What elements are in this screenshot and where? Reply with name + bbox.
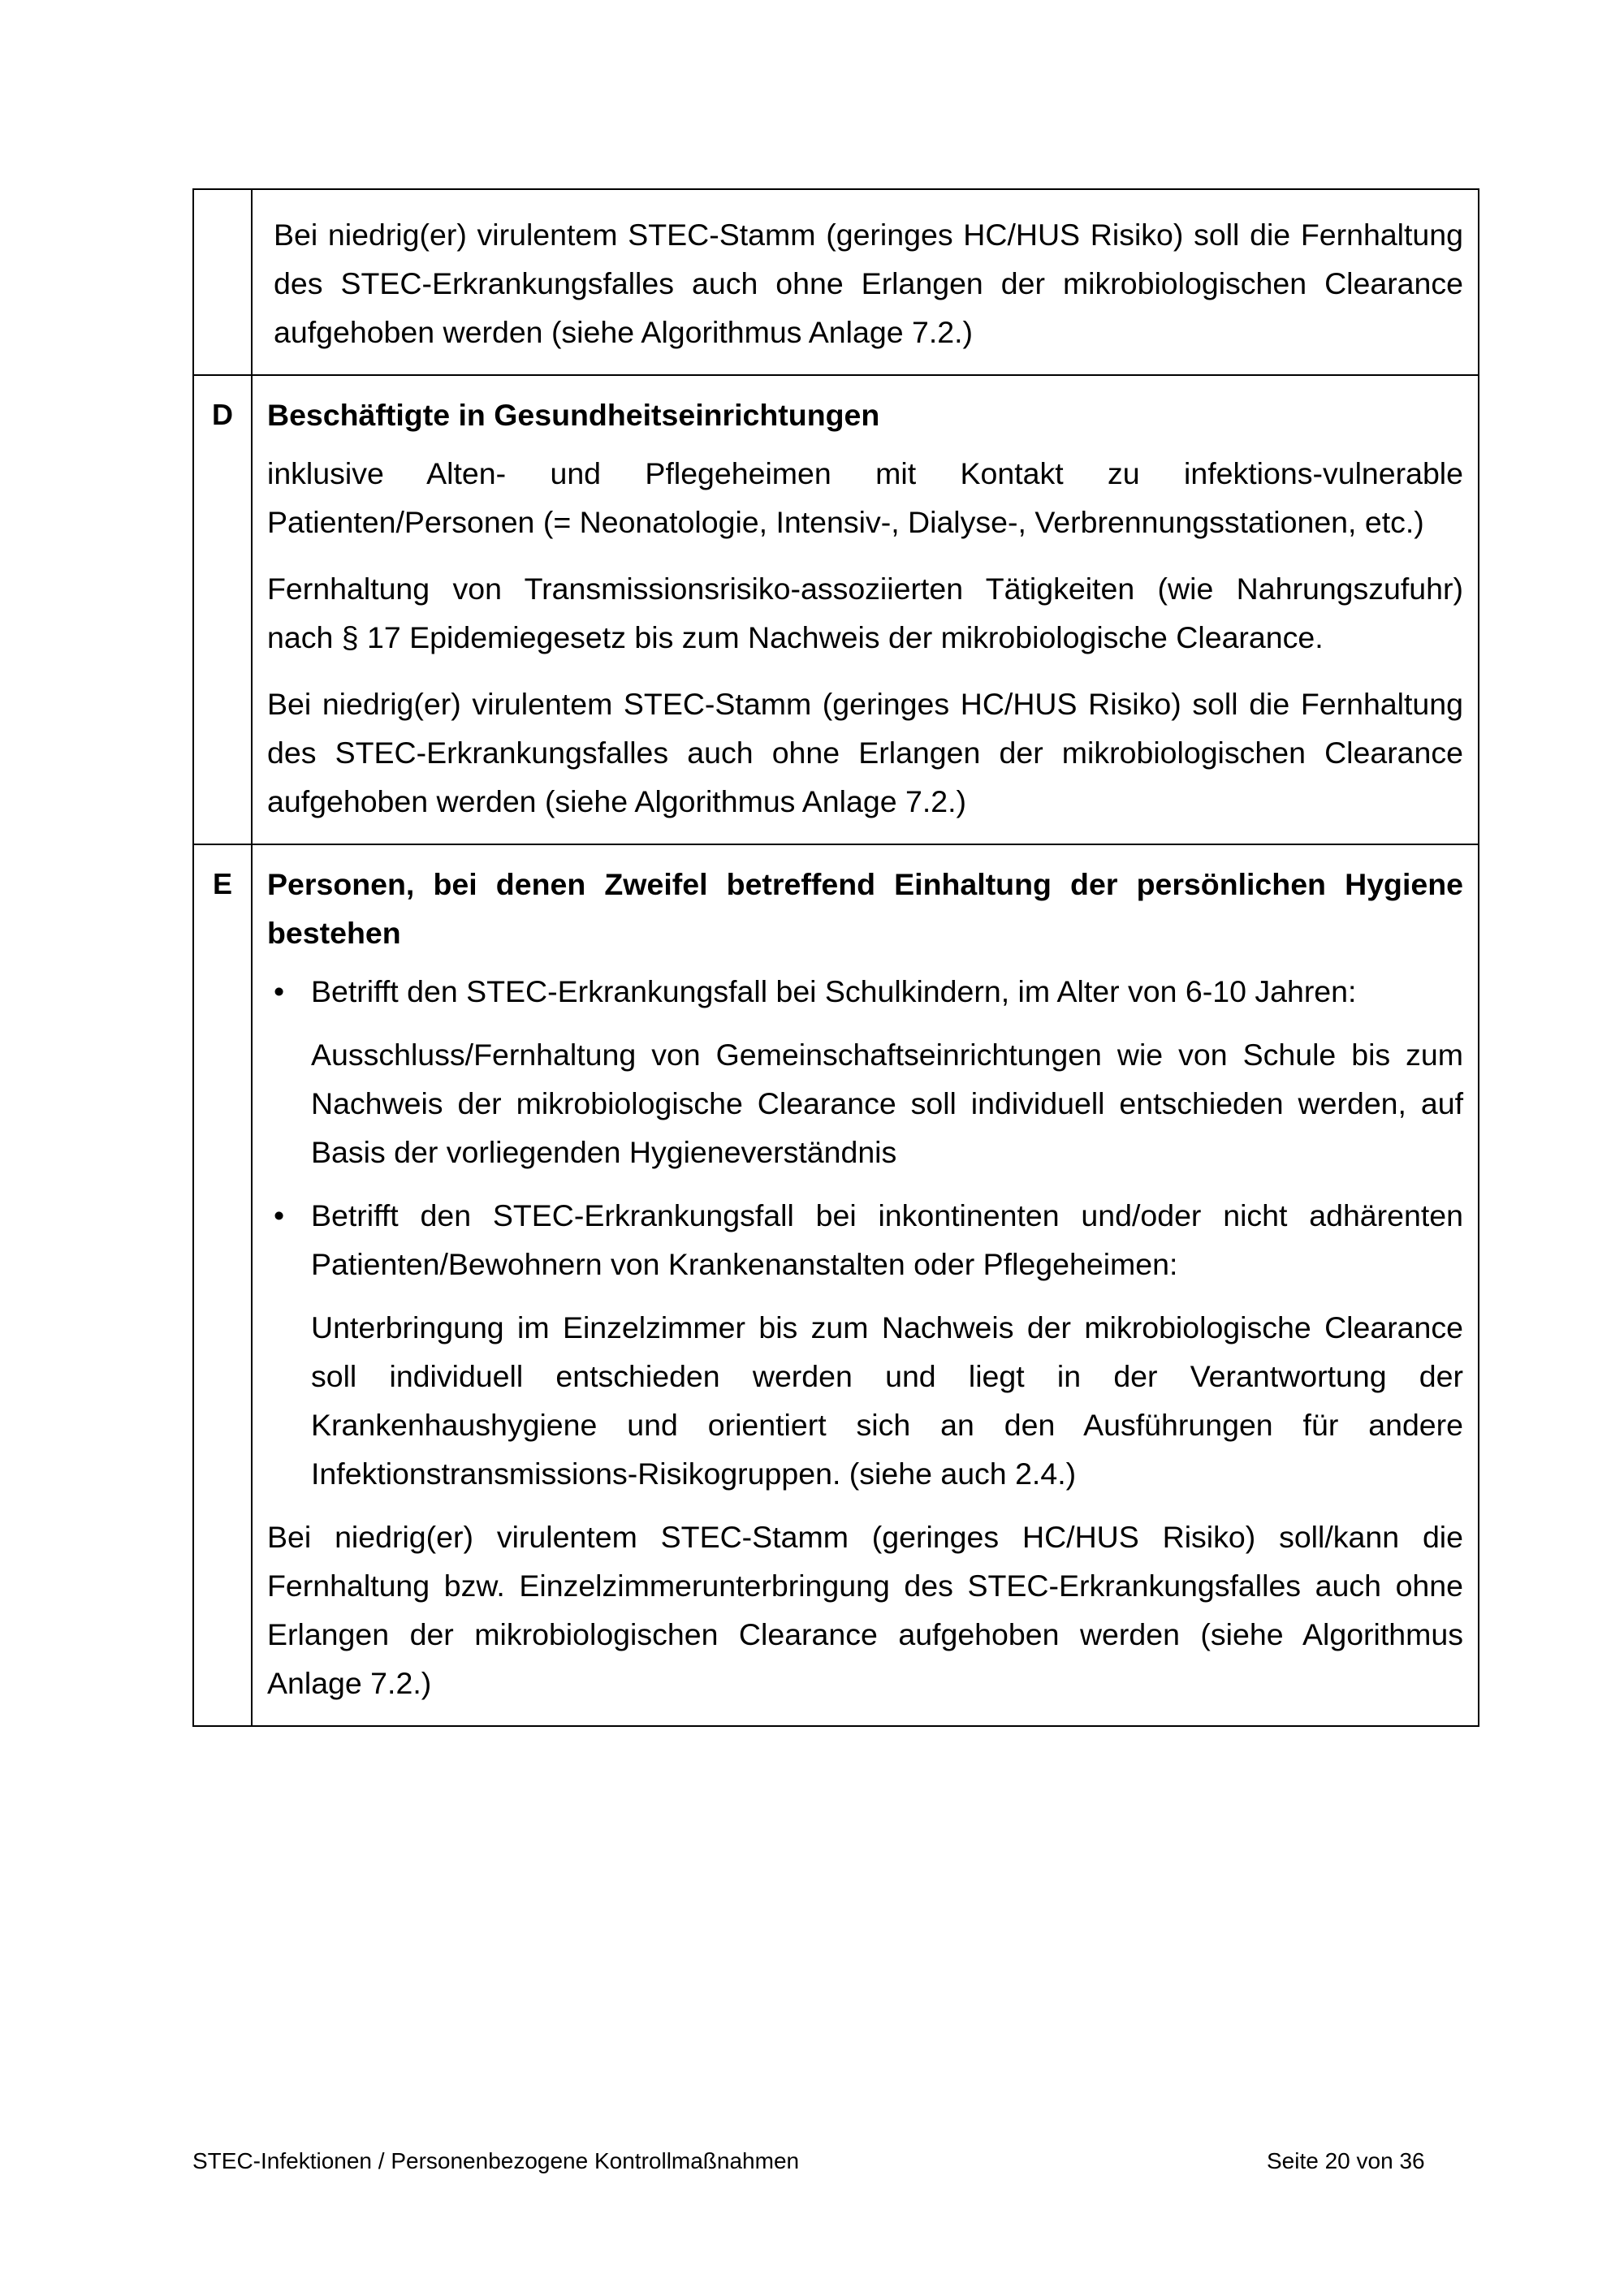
row-content [252,844,1479,1726]
row-letter: D [193,375,252,844]
bullet-item [267,967,1463,1016]
bullet-text: Betrifft den STEC-Erkrankungsfall bei Schulkindern, im Alter von 6-10 Jahren: [311,974,1357,1008]
row-letter [193,189,252,375]
table-row-e [193,844,1479,1726]
paragraph: Bei niedrig(er) virulentem STEC-Stamm (geringes HC/HUS Risiko) soll die Fernhaltung des STEC-Erkrankungsfalles auch ohne Erlangen der mikrobiologischen Clearance aufgehoben werden (siehe Algorithmus Anlage 7.2.) [267,687,1463,818]
row-content [252,375,1479,844]
closing-paragraph: Bei niedrig(er) virulentem STEC-Stamm (geringes HC/HUS Risiko) soll/kann die Fernhaltung bzw. Einzelzimmerunterbringung des STEC-Erkrankungsfalles auch ohne Erlangen der mikrobiologischen Clearance aufgehoben werden (siehe Algorithmus Anlage 7.2.) [267,1520,1463,1700]
table-row-d [193,375,1479,844]
row-heading: Beschäftigte in Gesundheitseinrichtungen [267,398,880,432]
bullet-detail: Unterbringung im Einzelzimmer bis zum Nachweis der mikrobiologische Clearance soll individuell entschieden werden und liegt in der Verantwortung der Krankenhaushygiene und orientiert sich an den Ausführungen für andere Infektionstransmissions-Risikogruppen. (siehe auch 2.4.) [311,1310,1463,1491]
footer-document-title: STEC-Infektionen / Personenbezogene Kontrollmaßnahmen [192,2148,800,2173]
paragraph: Bei niedrig(er) virulentem STEC-Stamm (geringes HC/HUS Risiko) soll die Fernhaltung des STEC-Erkrankungsfalles auch ohne Erlangen der mikrobiologischen Clearance aufgehoben werden (siehe Algorithmus Anlage 7.2.) [274,218,1463,349]
bullet-text: Betrifft den STEC-Erkrankungsfall bei inkontinenten und/oder nicht adhärenten Patienten/Bewohnern von Krankenanstalten oder Pflegeheimen: [311,1198,1463,1281]
bullet-detail: Ausschluss/Fernhaltung von Gemeinschaftseinrichtungen wie von Schule bis zum Nachweis der mikrobiologische Clearance soll individuell entschieden werden, auf Basis der vorliegenden Hygieneverständnis [311,1038,1463,1169]
row-content [252,189,1479,375]
table-row-c [193,189,1479,375]
footer-page-number: Seite 20 von 36 [1267,2148,1425,2173]
row-letter: E [193,844,252,1726]
bullet-item [267,1191,1463,1288]
bullet-icon: • [274,974,285,1008]
paragraph: inklusive Alten- und Pflegeheimen mit Kontakt zu infektions-vulnerable Patienten/Personen (= Neonatologie, Intensiv-, Dialyse-, Verbrennungsstationen, etc.) [267,456,1463,539]
row-heading: Personen, bei denen Zweifel betreffend Einhaltung der persönlichen Hygiene bestehen [267,867,1463,950]
bullet-icon: • [274,1198,285,1232]
measures-table [192,188,1479,1727]
paragraph: Fernhaltung von Transmissionsrisiko-assoziierten Tätigkeiten (wie Nahrungszufuhr) nach § 17 Epidemiegesetz bis zum Nachweis der mikrobiologische Clearance. [267,572,1463,654]
